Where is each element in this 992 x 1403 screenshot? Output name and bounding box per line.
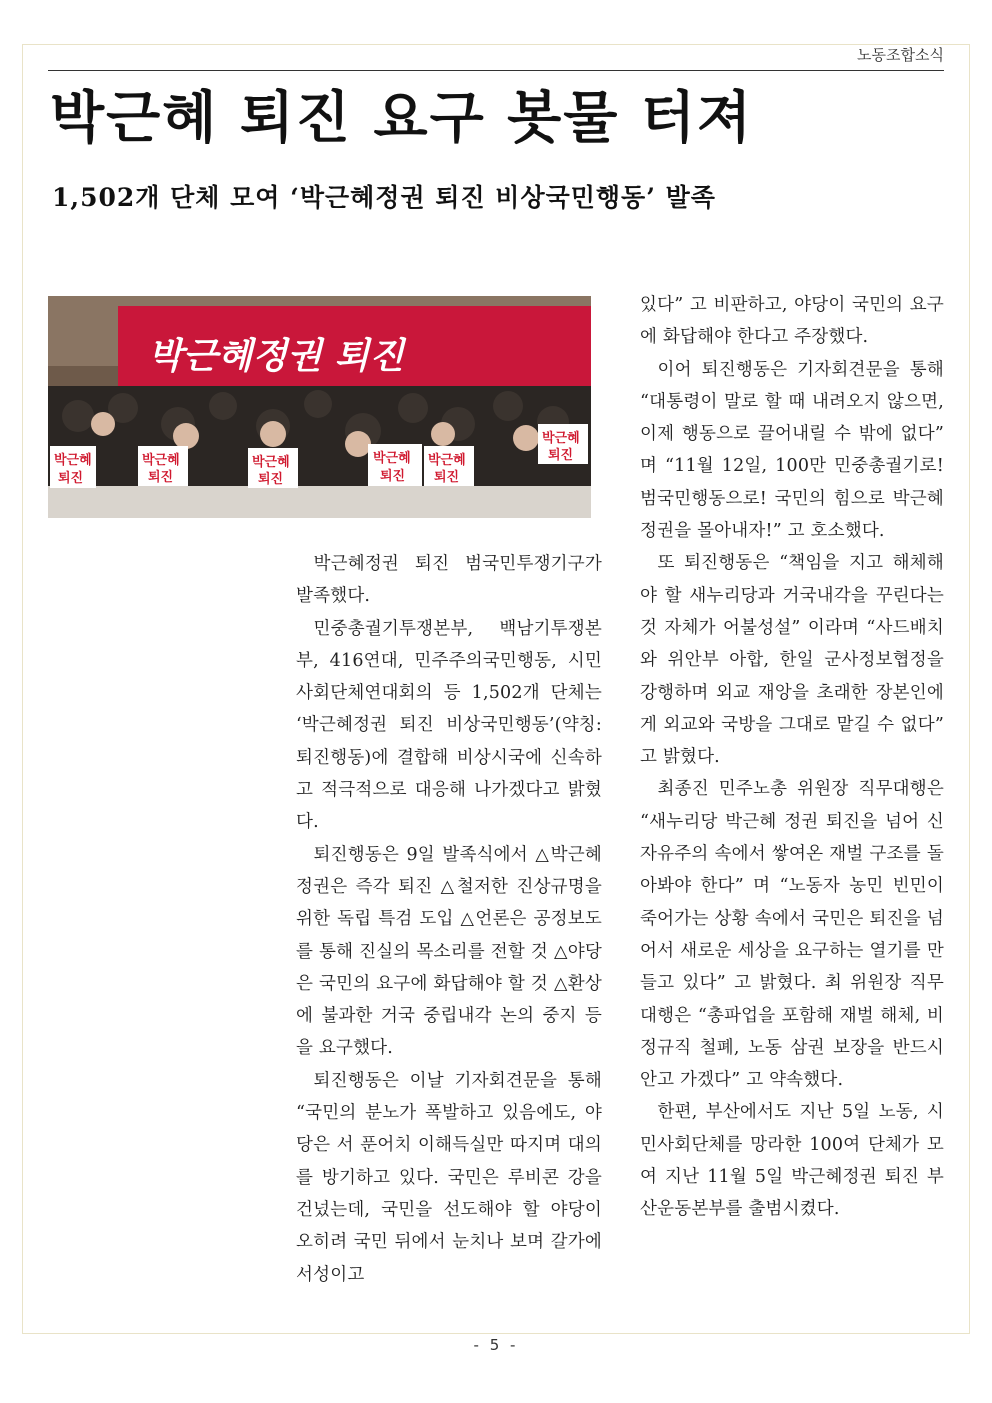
placard-line1: 박근혜	[428, 453, 466, 468]
placard-line2: 퇴진	[380, 469, 406, 484]
article-column-middle	[296, 548, 602, 1291]
paragraph: 최종진 민주노총 위원장 직무대행은 “새누리당 박근혜 정권 퇴진을 넘어 신자유주의 속에서 쌓여온 재벌 구조를 돌아봐야 한다” 며 “노동자 농민 빈민이 죽어가는 상황 속에서 국민은 퇴진을 넘어서 새로운 세상을 요구하는 열기를 만들고 있다” 고 밝혔다. 최 위원장 직무대행은 “총파업을 포함해 재벌 해체, 비정규직 철폐, 노동 삼권 보장을 반드시 안고 가겠다” 고 약속했다.	[640, 779, 944, 1091]
placard-line2: 퇴진	[58, 471, 84, 486]
placard-line1: 박근혜	[373, 451, 411, 466]
paragraph-continuation: 있다” 고 비판하고, 야당이 국민의 요구에 화답해야 한다고 주장했다.	[640, 295, 944, 348]
placard-line2: 퇴진	[548, 448, 574, 463]
paragraph: 박근혜정권 퇴진 범국민투쟁기구가 발족했다.	[296, 554, 602, 607]
paragraph: 한편, 부산에서도 지난 5일 노동, 시민사회단체를 망라한 100여 단체가 모여 지난 11월 5일 박근혜정권 퇴진 부산운동본부를 출범시켰다.	[640, 1102, 944, 1220]
paragraph: 퇴진행동은 이날 기자회견문을 통해 “국민의 분노가 폭발하고 있음에도, 야당은 서 푼어치 이해득실만 따지며 대의를 방기하고 있다. 국민은 루비콘 강을 건넜는데, 국민을 선도해야 할 야당이 오히려 국민 뒤에서 눈치나 보며 갈가에 서성이고	[296, 1070, 602, 1285]
placard-line2: 퇴진	[434, 470, 460, 485]
paragraph: 또 퇴진행동은 “책임을 지고 해체해야 할 새누리당과 거국내각을 꾸린다는 것 자체가 어불성설” 이라며 “사드배치와 위안부 아합, 한일 군사정보협정을 강행하며 외교 재앙을 초래한 장본인에게 외교와 국방을 그대로 맡길 수 없다” 고 밝혔다.	[640, 553, 944, 768]
header-rule	[48, 70, 944, 71]
banner-text: 박근혜정권 퇴진	[148, 336, 404, 377]
page-number: - 5 -	[473, 1336, 519, 1354]
article-column-right	[640, 289, 944, 1226]
placard-line1: 박근혜	[252, 455, 290, 470]
subheadline: 1,502개 단체 모여 ‘박근혜정권 퇴진 비상국민행동’ 발족	[52, 183, 716, 212]
press-conference-photo	[48, 296, 591, 518]
placard-line1: 박근혜	[54, 453, 92, 468]
placard-line2: 퇴진	[258, 472, 284, 487]
section-label: 노동조합소식	[857, 46, 944, 64]
paragraph: 이어 퇴진행동은 기자회견문을 통해 “대통령이 말로 할 때 내려오지 않으면, 이제 행동으로 끌어내릴 수 밖에 없다” 며 “11월 12일, 100만 민중총궐기로! 범국민행동으로! 국민의 힘으로 박근혜 정권을 몰아내자!” 고 호소했다.	[640, 359, 944, 542]
placard-line1: 박근혜	[142, 453, 180, 468]
paragraph: 민중총궐기투쟁본부, 백남기투쟁본부, 416연대, 민주주의국민행동, 시민사회단체연대회의 등 1,502개 단체는 ‘박근혜정권 퇴진 비상국민행동’(약칭: 퇴진행동)에 결합해 비상시국에 신속하고 적극적으로 대응해 나가겠다고 밝혔다.	[296, 618, 602, 833]
paragraph: 퇴진행동은 9일 발족식에서 △박근혜 정권은 즉각 퇴진 △철저한 진상규명을 위한 독립 특검 도입 △언론은 공정보도를 통해 진실의 목소리를 전할 것 △야당은 국민의 요구에 화답해야 할 것 △환상에 불과한 거국 중립내각 논의 중지 등을 요구했다.	[296, 844, 602, 1059]
headline: 박근혜 퇴진 요구 봇물 터져	[50, 86, 754, 151]
placard-line2: 퇴진	[148, 470, 174, 485]
placard-line1: 박근혜	[542, 431, 580, 446]
